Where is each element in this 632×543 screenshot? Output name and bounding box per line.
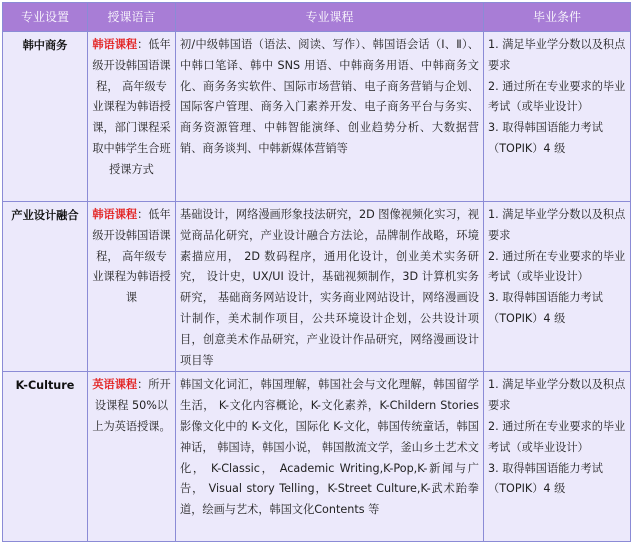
header-major: 专业设置 [3,3,88,32]
table-row [3,202,631,372]
graduation-item: 3. 取得韩国语能力考试（TOPIK）4 级 [488,291,603,325]
graduation-item: 3. 取得韩国语能力考试（TOPIK）4 级 [488,121,603,155]
graduation-item: 2. 通过所在专业要求的毕业考试（或毕业设计） [488,249,626,284]
major-cell: K-Culture [3,372,88,542]
table-row [3,32,631,202]
major-cell: 韩中商务 [3,32,88,202]
major-cell: 产业设计融合 [3,202,88,372]
language-cell [88,202,176,372]
language-text: ：所开设课程 50%以上为英语授课。 [92,378,171,433]
header-courses: 专业课程 [176,3,484,32]
header-language: 授课语言 [88,3,176,32]
graduation-item: 1. 满足毕业学分数以及积点要求 [488,378,626,413]
courses-cell: 基础设计，网络漫画形象技法研究，2D 图像视频化实习，视觉商品化研究，产业设计融合方法论，品牌制作战略，环境素描应用， 2D 数码程序，通用化设计，创业美术实务研究， 设计史，UX/UI 设计，基础视频制作，3D 计算机实务研究， 基础商务网站设计，实务商业网站设计，网络漫画设计制作，美术制作项目，公共环境设计企划，公共设计项目，创意美术作品研究，产业设计作品研究，网络漫画设计项目等 [176,202,484,372]
graduation-cell [484,372,631,542]
language-highlight: 韩语课程 [92,208,138,221]
language-text: ：低年级开设韩国语课程， 高年级专业课程为韩语授课，部门课程采取中韩学生合班授课方式 [92,38,171,176]
language-cell [88,372,176,542]
table-row [3,372,631,542]
graduation-cell [484,32,631,202]
graduation-item: 2. 通过所在专业要求的毕业考试（或毕业设计） [488,419,626,454]
courses-cell: 韩国文化词汇，韩国理解，韩国社会与文化理解，韩国留学生活， K-文化内容概论，K-文化素养，K-Childern Stories影像文化中的 K-文化，国际化 K-文化，韩国传统童话，韩国神话， 韩国诗，韩国小说， 韩国散流文学，釜山乡土艺术文化， K-Classic， Academic Writing,K-Pop,K-新闻与广告， Visual story Telling，K-Street Culture,K-武术跆拳道，绘画与艺术，韩国文化Contents 等 [176,372,484,542]
header-row [3,3,631,32]
language-cell [88,32,176,202]
graduation-item: 1. 满足毕业学分数以及积点要求 [488,208,626,242]
language-text: ：低年级开设韩国语课程， 高年级专业课程为韩语授课 [92,208,171,305]
program-table [2,2,631,542]
graduation-item: 2. 通过所在专业要求的毕业考试（或毕业设计） [488,79,626,114]
graduation-item: 3. 取得韩国语能力考试（TOPIK）4 级 [488,461,603,496]
language-highlight: 韩语课程 [92,38,138,51]
courses-cell: 初/中级韩国语（语法、阅读、写作）、韩国语会话（Ⅰ、Ⅱ）、中韩口笔译、韩中 SNS 用语、中韩商务用语、中韩商务文化、商务务实软件、国际市场营销、电子商务营销与企划、国际客户管理、商务入门素养开发、电子商务平台与务实、商务资源管理、中韩智能演绎、创业趋势分析、大数据营销、商务谈判、中韩新媒体营销等 [176,32,484,202]
graduation-cell [484,202,631,372]
header-graduation: 毕业条件 [484,3,631,32]
language-highlight: 英语课程 [92,378,138,392]
graduation-item: 1. 满足毕业学分数以及积点要求 [488,38,626,72]
